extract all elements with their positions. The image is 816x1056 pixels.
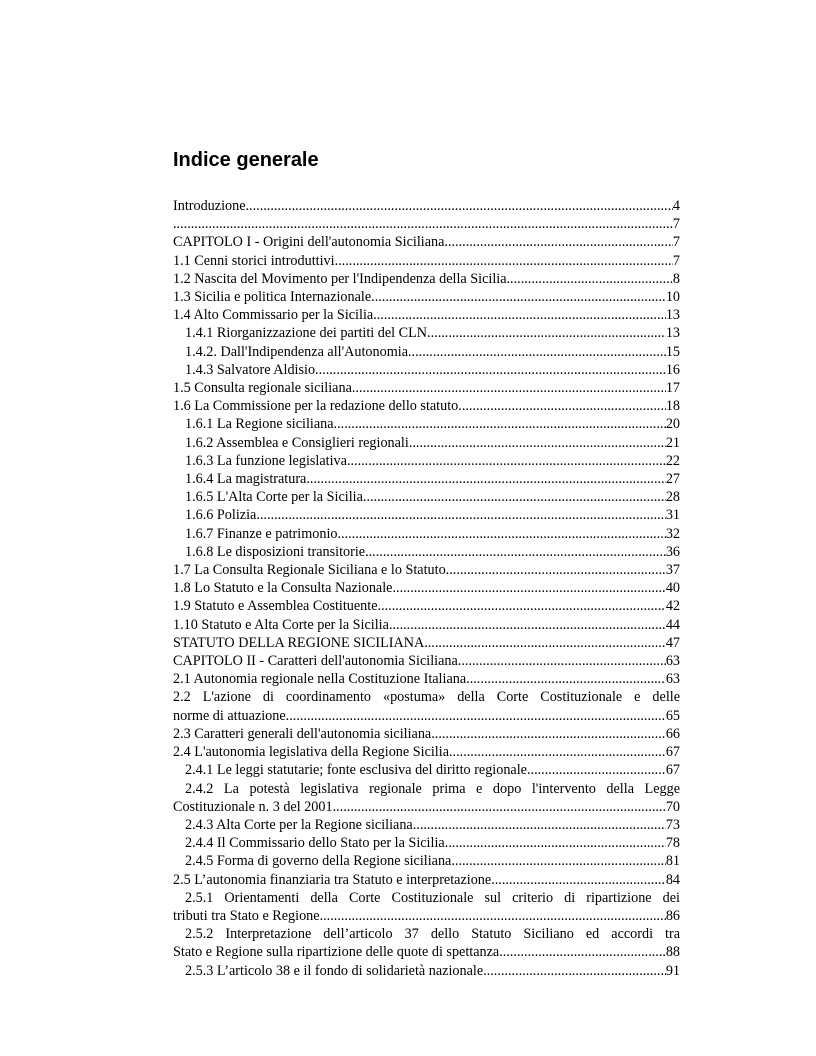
toc-entry[interactable] [173,452,680,470]
toc-dot-leader [483,962,666,980]
toc-entry-title: 1.6.2 Assemblea e Consiglieri regionali [185,434,409,451]
toc-entry-title-first-line: 2.4.2 La potestà legislativa regionale prima e dopo l'intervento della Legge [185,780,680,797]
toc-dot-leader [527,761,666,779]
toc-entry[interactable] [173,871,680,889]
toc-entry[interactable] [173,215,680,233]
toc-entry-title: 1.6.5 L'Alta Corte per la Sicilia [185,489,363,506]
toc-entry[interactable] [173,634,680,652]
toc-entry[interactable] [173,415,680,433]
toc-entry-title: 1.9 Statuto e Assemblea Costituente [173,598,378,615]
page-title: Indice generale [173,149,319,171]
toc-dot-leader [458,652,666,670]
toc-dot-leader [458,397,666,415]
toc-page-number: 70 [665,798,680,815]
toc-page-number: 88 [665,944,680,961]
toc-entry-title: tributi tra Stato e Regione [173,907,320,924]
toc-entry[interactable] [173,743,680,761]
toc-entry[interactable] [173,597,680,615]
toc-entry-title: Costituzionale n. 3 del 2001 [173,798,333,815]
toc-entry-title: STATUTO DELLA REGIONE SICILIANA [173,634,425,651]
toc-entry-title: 1.6.3 La funzione legislativa [185,452,347,469]
toc-entry[interactable] [173,852,680,870]
toc-entry[interactable] [173,725,680,743]
toc-page-number: 32 [665,525,680,542]
toc-entry-title: 2.4 L'autonomia legislativa della Regione Sicilia [173,744,449,761]
toc-dot-leader [173,215,673,233]
toc-page-number: 31 [665,507,680,524]
toc-dot-leader [335,252,673,270]
toc-page-number: 84 [665,871,680,888]
toc-entry[interactable] [173,579,680,597]
toc-dot-leader [365,543,666,561]
toc-page-number: 67 [665,744,680,761]
toc-page-number: 4 [672,198,680,214]
toc-entry[interactable] [173,324,680,342]
toc-entry-title: 1.4.1 Riorganizzazione dei partiti del CLN [185,325,428,342]
toc-page-number: 27 [665,471,680,488]
toc-page-number: 65 [665,707,680,724]
toc-entry[interactable] [173,688,680,724]
toc-entry[interactable] [173,506,680,524]
toc-page-number: 91 [665,962,680,979]
toc-page-number: 7 [672,234,680,251]
toc-page-number: 40 [665,580,680,597]
toc-entry[interactable] [173,670,680,688]
toc-dot-leader [246,197,673,215]
toc-page-number: 37 [665,562,680,579]
toc-entry[interactable] [173,525,680,543]
toc-page-number: 17 [665,380,680,397]
toc-entry[interactable] [173,361,680,379]
toc-entry[interactable] [173,434,680,452]
toc-dot-leader [409,434,666,452]
toc-entry-title: 1.1 Cenni storici introduttivi [173,252,335,269]
toc-entry[interactable] [173,889,680,925]
toc-entry[interactable] [173,379,680,397]
toc-dot-leader [389,616,666,634]
toc-page-number: 47 [665,634,680,651]
toc-entry-title: Introduzione [173,198,246,214]
toc-entry-title: 1.6.1 La Regione siciliana [185,416,334,433]
toc-entry-title-first-line: 2.5.1 Orientamenti della Corte Costituzionale sul criterio di ripartizione dei [185,889,680,906]
toc-entry[interactable] [173,343,680,361]
toc-page-number: 63 [665,653,680,670]
toc-entry-title: 2.5 L’autonomia finanziaria tra Statuto e interpretazione [173,871,492,888]
toc-entry[interactable] [173,652,680,670]
toc-entry[interactable] [173,561,680,579]
toc-entry[interactable] [173,197,680,215]
toc-page-number: 13 [665,325,680,342]
toc-page-number: 44 [665,616,680,633]
toc-dot-leader [446,561,666,579]
toc-dot-leader [507,270,673,288]
toc-dot-leader [444,233,672,251]
toc-entry-title: 2.3 Caratteri generali dell'autonomia siciliana [173,725,432,742]
toc-entry-title: 1.6.4 La magistratura [185,471,307,488]
toc-page-number: 66 [665,725,680,742]
toc-entry-title: 1.4.3 Salvatore Aldisio [185,361,316,378]
toc-dot-leader [491,871,666,889]
toc-page-number: 73 [665,816,680,833]
toc-dot-leader [449,743,666,761]
toc-page-number: 18 [665,398,680,415]
toc-entry[interactable] [173,252,680,270]
toc-dot-leader [413,816,666,834]
toc-entry-title: 2.1 Autonomia regionale nella Costituzione Italiana [173,671,467,688]
toc-dot-leader [333,798,666,816]
toc-entry-title: norme di attuazione [173,707,286,724]
toc-dot-leader [431,725,666,743]
toc-entry-title: 1.6 La Commissione per la redazione dello statuto [173,398,459,415]
toc-entry[interactable] [173,962,680,980]
toc-entry-title: 2.4.4 Il Commissario dello Stato per la Sicilia [185,835,445,852]
toc-dot-leader [451,852,665,870]
toc-entry[interactable] [173,233,680,251]
toc-entry[interactable] [173,834,680,852]
toc-dot-leader [499,943,666,961]
toc-dot-leader [392,579,665,597]
toc-page-number: 21 [665,434,680,451]
toc-entry-title: 2.4.3 Alta Corte per la Regione siciliana [185,816,413,833]
toc-entry-title: 2.5.3 L’articolo 38 e il fondo di solidarietà nazionale [185,962,484,979]
toc-dot-leader [378,597,666,615]
toc-dot-leader [315,361,666,379]
toc-entry[interactable] [173,306,680,324]
toc-dot-leader [408,343,666,361]
toc-entry-title: 1.4.2. Dall'Indipendenza all'Autonomia [185,343,408,360]
toc-page-number: 16 [665,361,680,378]
toc-entry-title: CAPITOLO I - Origini dell'autonomia Siciliana [173,234,445,251]
toc-entry-title-first-line: 2.5.2 Interpretazione dell’articolo 37 dello Statuto Siciliano ed accordi tra [185,926,680,943]
toc-page-number: 42 [665,598,680,615]
toc-entry[interactable] [173,543,680,561]
toc-entry[interactable] [173,761,680,779]
toc-entry[interactable] [173,488,680,506]
toc-entry-title: 1.7 La Consulta Regionale Siciliana e lo Statuto [173,562,446,579]
toc-entry-title: 1.8 Lo Statuto e la Consulta Nazionale [173,580,393,597]
toc-page-number: 7 [672,216,680,233]
document-page [173,147,680,980]
toc-page-number: 22 [665,452,680,469]
toc-entry-title: 1.6.7 Finanze e patrimonio [185,525,338,542]
toc-entry-title: CAPITOLO II - Caratteri dell'autonomia Siciliana [173,653,458,670]
toc-page-number: 67 [665,762,680,779]
toc-page-number: 78 [665,835,680,852]
toc-entry-title-first-line: 2.2 L'azione di coordinamento «postuma» della Corte Costituzionale e delle [173,689,680,706]
toc-dot-leader [334,415,666,433]
toc-entry-title: Stato e Regione sulla ripartizione delle quote di spettanza [173,944,500,961]
toc-entry-title: 2.4.1 Le leggi statutarie; fonte esclusiva del diritto regionale [185,762,527,779]
toc-entry[interactable] [173,925,680,961]
toc-dot-leader [371,288,666,306]
toc-dot-leader [306,470,665,488]
toc-entry-title: 1.3 Sicilia e politica Internazionale [173,289,372,306]
toc-dot-leader [427,324,666,342]
toc-page-number: 63 [665,671,680,688]
toc-entry[interactable] [173,816,680,834]
toc-dot-leader [466,670,666,688]
toc-entry[interactable] [173,616,680,634]
toc-entry[interactable] [173,270,680,288]
toc-page-number: 81 [665,853,680,870]
toc-entry-title: 1.4 Alto Commissario per la Sicilia [173,307,374,324]
toc-entry[interactable] [173,397,680,415]
toc-entry-title: 2.4.5 Forma di governo della Regione siciliana [185,853,452,870]
toc-page-number: 28 [665,489,680,506]
toc-dot-leader [286,707,666,725]
toc-page-number: 13 [665,307,680,324]
table-of-contents [173,197,680,980]
toc-dot-leader [320,907,666,925]
toc-entry-title: 1.2 Nascita del Movimento per l'Indipendenza della Sicilia [173,270,507,287]
toc-dot-leader [373,306,666,324]
toc-dot-leader [347,452,666,470]
toc-entry[interactable] [173,780,680,816]
toc-entry[interactable] [173,470,680,488]
toc-page-number: 7 [672,252,680,269]
toc-page-number: 10 [665,289,680,306]
toc-entry-title: 1.5 Consulta regionale siciliana [173,380,352,397]
toc-page-number: 36 [665,543,680,560]
toc-dot-leader [445,834,666,852]
toc-page-number: 86 [665,907,680,924]
toc-entry-title: 1.10 Statuto e Alta Corte per la Sicilia [173,616,389,633]
toc-dot-leader [337,525,665,543]
toc-dot-leader [363,488,666,506]
toc-entry-title: 1.6.8 Le disposizioni transitorie [185,543,366,560]
toc-page-number: 15 [665,343,680,360]
toc-page-number: 20 [665,416,680,433]
toc-entry[interactable] [173,288,680,306]
toc-entry-title: 1.6.6 Polizia [185,507,257,524]
toc-page-number: 8 [672,270,680,287]
toc-dot-leader [352,379,666,397]
toc-dot-leader [256,506,665,524]
toc-dot-leader [424,634,666,652]
